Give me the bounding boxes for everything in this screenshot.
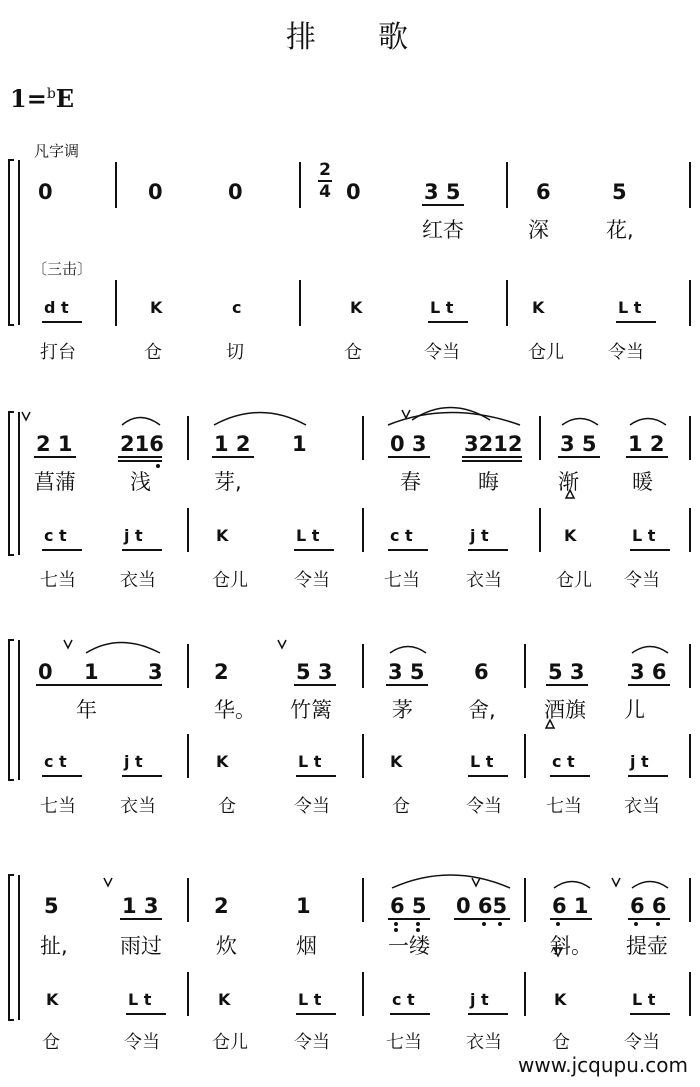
melody-note: 2 1: [36, 432, 73, 456]
percussion-call: 仓: [42, 1032, 60, 1053]
percussion-call: 衣当: [120, 570, 156, 591]
percussion-call: 七当: [40, 796, 76, 817]
melody-note: 1: [296, 894, 311, 918]
percussion-call: 仓: [218, 796, 236, 817]
percussion-call: 仓: [344, 342, 362, 363]
lyric: 深: [528, 218, 549, 242]
melody-note: 5 3: [296, 660, 333, 684]
lyric: 菖蒲: [34, 470, 76, 494]
lyric: 红杏: [422, 218, 464, 242]
time-sig-bottom: 4: [319, 182, 331, 202]
melody-note: 0: [228, 180, 243, 204]
melody-note: 6 1: [552, 894, 589, 918]
octave-dot: [482, 922, 486, 926]
percussion-call: 仓: [552, 1032, 570, 1053]
melody-note: 1 2: [214, 432, 251, 456]
breath-mark: [612, 878, 620, 886]
percussion-call: 令当: [608, 342, 644, 363]
percussion-call: 衣当: [466, 1032, 502, 1053]
slur: [392, 875, 510, 888]
percussion-note: K: [350, 298, 363, 317]
lyric: 渐: [558, 470, 579, 494]
melody-note: 5 3: [548, 660, 585, 684]
slur: [562, 419, 598, 426]
system-bracket: [9, 412, 14, 555]
percussion-note: L t: [296, 526, 320, 545]
percussion-note: K: [46, 990, 59, 1009]
lyric: 雨过: [120, 934, 162, 958]
percussion-note: j t: [630, 752, 649, 771]
percussion-call: 切: [226, 342, 244, 363]
slur: [122, 418, 160, 426]
breath-mark: [22, 412, 30, 420]
slur: [632, 647, 668, 654]
accent-triangle: [566, 490, 574, 498]
octave-dot: [498, 922, 502, 926]
octave-dot: [556, 922, 560, 926]
percussion-note: K: [216, 752, 229, 771]
melody-note: 1: [292, 432, 307, 456]
percussion-note: d t: [44, 298, 69, 317]
percussion-call: 仓: [392, 796, 410, 817]
breath-mark: [402, 410, 410, 418]
percussion-note: K: [218, 990, 231, 1009]
percussion-note: j t: [470, 526, 489, 545]
melody-note: 2: [214, 894, 229, 918]
percussion-call: 打台: [40, 342, 76, 363]
melody-note: 6 6: [630, 894, 667, 918]
octave-dot: [634, 922, 638, 926]
slur: [86, 643, 160, 654]
slur: [214, 413, 306, 426]
melody-note: 5: [44, 894, 59, 918]
percussion-note: K: [564, 526, 577, 545]
percussion-call: 令当: [294, 570, 330, 591]
percussion-note: L t: [632, 990, 656, 1009]
percussion-note: c t: [44, 526, 67, 545]
percussion-call: 仓儿: [212, 1032, 248, 1053]
percussion-note: K: [216, 526, 229, 545]
percussion-note: j t: [124, 752, 143, 771]
lyric: 竹篱: [290, 698, 332, 722]
octave-dot: [416, 922, 420, 926]
percussion-note: c t: [390, 526, 413, 545]
watermark: www.jcqupu.com: [518, 1053, 688, 1077]
lyric: 茅: [392, 698, 413, 722]
lyric: 舍,: [468, 698, 496, 722]
percussion-call: 七当: [40, 570, 76, 591]
key-prefix: 1=: [10, 84, 47, 113]
breath-mark: [104, 878, 112, 886]
melody-note: 1 2: [628, 432, 665, 456]
percussion-note: L t: [632, 526, 656, 545]
percussion-note: L t: [128, 990, 152, 1009]
slur: [554, 882, 590, 889]
lyric: 年: [76, 698, 97, 722]
percussion-note: j t: [470, 990, 489, 1009]
melody-note: 6: [536, 180, 551, 204]
melody-note: 3: [148, 660, 163, 684]
percussion-note: K: [390, 752, 403, 771]
percussion-note: j t: [124, 526, 143, 545]
accent-triangle: [554, 948, 562, 956]
percussion-label: 〔三击〕: [32, 260, 93, 278]
percussion-note: c: [232, 298, 242, 317]
melody-note: 5: [612, 180, 627, 204]
lyric: 春: [400, 470, 421, 494]
percussion-call: 令当: [624, 1032, 660, 1053]
percussion-call: 令当: [294, 796, 330, 817]
percussion-call: 七当: [546, 796, 582, 817]
percussion-note: K: [554, 990, 567, 1009]
percussion-note: c t: [44, 752, 67, 771]
key-note: E: [55, 84, 75, 113]
percussion-call: 令当: [624, 570, 660, 591]
percussion-call: 令当: [124, 1032, 160, 1053]
melody-note: 3 5: [424, 180, 461, 204]
melody-note: 3 5: [560, 432, 597, 456]
melody-note: 0 3: [390, 432, 427, 456]
melody-note: 3212: [464, 432, 523, 456]
lyric: 酒旗: [544, 698, 586, 722]
lyric: 斜。: [550, 934, 592, 958]
percussion-call: 仓儿: [528, 342, 564, 363]
slur: [630, 419, 666, 426]
percussion-note: c t: [552, 752, 575, 771]
percussion-call: 衣当: [466, 570, 502, 591]
breath-mark: [64, 640, 72, 648]
title-char-2: 歌: [378, 20, 414, 55]
system-bracket: [9, 640, 14, 780]
slur: [390, 647, 426, 654]
percussion-note: L t: [298, 752, 322, 771]
lyric: 烟: [296, 934, 317, 958]
octave-dot: [394, 928, 398, 932]
melody-note: 0: [148, 180, 163, 204]
octave-dot: [394, 922, 398, 926]
melody-note: 0: [346, 180, 361, 204]
lyric: 提壶: [626, 934, 668, 958]
melody-note: 2: [214, 660, 229, 684]
accent-triangle: [546, 720, 554, 728]
lyric: 花,: [606, 218, 634, 242]
percussion-note: L t: [470, 752, 494, 771]
percussion-note: K: [532, 298, 545, 317]
melody-note: 1: [84, 660, 99, 684]
system-bracket: [9, 875, 14, 1020]
lyric: 一缕: [388, 934, 430, 958]
time-sig-top: 2: [319, 160, 331, 180]
percussion-note: c t: [392, 990, 415, 1009]
title-char-1: 排: [286, 20, 322, 55]
percussion-note: L t: [430, 298, 454, 317]
melody-note: 0 65: [456, 894, 508, 918]
melody-note: 3 5: [388, 660, 425, 684]
melody-note: 0: [38, 660, 53, 684]
lyric: 晦: [478, 470, 499, 494]
percussion-call: 仓儿: [212, 570, 248, 591]
percussion-note: K: [150, 298, 163, 317]
percussion-call: 衣当: [624, 796, 660, 817]
melody-note: 1 3: [122, 894, 159, 918]
melody-note: 6: [474, 660, 489, 684]
percussion-call: 衣当: [120, 796, 156, 817]
flat-sign: b: [46, 86, 56, 102]
lyric: 浅: [130, 470, 151, 494]
percussion-call: 仓儿: [556, 570, 592, 591]
breath-mark: [278, 640, 286, 648]
octave-dot: [656, 922, 660, 926]
percussion-note: L t: [618, 298, 642, 317]
lyric: 华。: [214, 698, 256, 722]
percussion-call: 仓: [144, 342, 162, 363]
mode-label: 凡字调: [34, 142, 80, 160]
melody-note: 0: [38, 180, 53, 204]
percussion-call: 令当: [466, 796, 502, 817]
percussion-call: 令当: [424, 342, 460, 363]
slur: [632, 882, 668, 889]
lyric: 暖: [632, 470, 653, 494]
percussion-call: 令当: [294, 1032, 330, 1053]
melody-note: 216: [120, 432, 164, 456]
melody-note: 6 5: [390, 894, 427, 918]
lyric: 芽,: [214, 470, 242, 494]
system-bracket: [9, 160, 14, 325]
melody-note: 3 6: [630, 660, 667, 684]
percussion-call: 七当: [384, 570, 420, 591]
percussion-note: L t: [298, 990, 322, 1009]
percussion-call: 七当: [386, 1032, 422, 1053]
octave-dot: [416, 928, 420, 932]
octave-dot: [156, 464, 160, 468]
lyric: 炊: [216, 934, 237, 958]
breath-mark: [472, 878, 480, 886]
lyric: 扯,: [40, 934, 68, 958]
lyric: 儿: [624, 698, 645, 722]
